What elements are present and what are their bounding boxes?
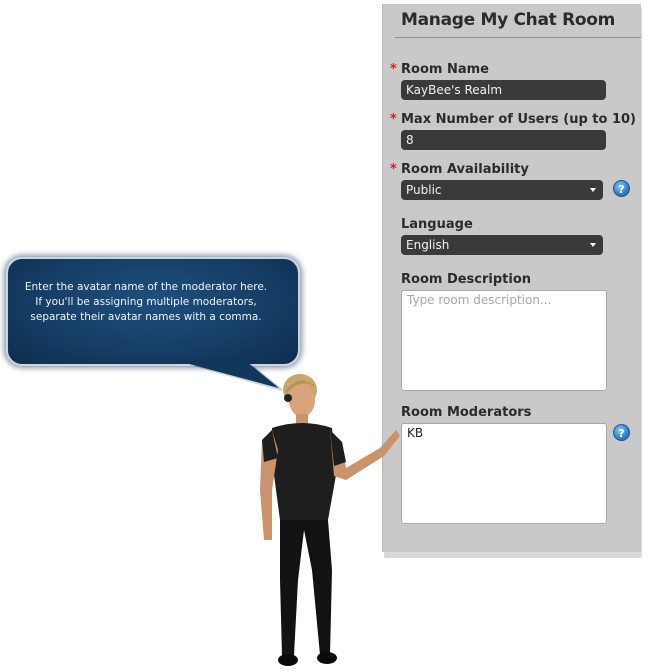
language-value: English xyxy=(406,238,450,252)
speech-bubble-text xyxy=(16,280,276,325)
room-moderators-value: KB xyxy=(407,426,424,440)
bubble-line: separate their avatar names with a comma. xyxy=(30,311,262,323)
chevron-down-icon xyxy=(590,188,596,192)
room-availability-value: Public xyxy=(406,183,442,197)
max-users-label: Max Number of Users (up to 10) xyxy=(401,112,636,127)
language-select[interactable] xyxy=(401,235,603,255)
language-label: Language xyxy=(401,217,473,232)
manage-chat-room-panel xyxy=(382,4,641,552)
divider xyxy=(395,37,641,38)
room-name-input[interactable]: KayBee's Realm xyxy=(401,80,606,100)
required-marker: * xyxy=(390,112,397,127)
room-availability-label: Room Availability xyxy=(401,162,529,177)
panel-title: Manage My Chat Room xyxy=(401,10,616,30)
room-name-label: Room Name xyxy=(401,62,489,77)
bubble-line: Enter the avatar name of the moderator here. xyxy=(24,281,268,293)
room-description-textarea[interactable] xyxy=(401,290,607,391)
avatar-figure xyxy=(250,370,410,670)
room-moderators-textarea[interactable] xyxy=(401,423,607,524)
help-icon[interactable]: ? xyxy=(613,180,630,197)
room-description-placeholder: Type room description... xyxy=(407,293,552,307)
room-description-label: Room Description xyxy=(401,272,532,287)
room-moderators-label: Room Moderators xyxy=(401,405,532,420)
chevron-down-icon xyxy=(590,243,596,247)
max-users-input[interactable]: 8 xyxy=(401,130,606,150)
room-availability-select[interactable] xyxy=(401,180,603,200)
bubble-line: If you'll be assigning multiple moderators, xyxy=(35,296,257,308)
help-icon[interactable]: ? xyxy=(613,424,630,441)
required-marker: * xyxy=(390,62,397,77)
required-marker: * xyxy=(390,162,397,177)
